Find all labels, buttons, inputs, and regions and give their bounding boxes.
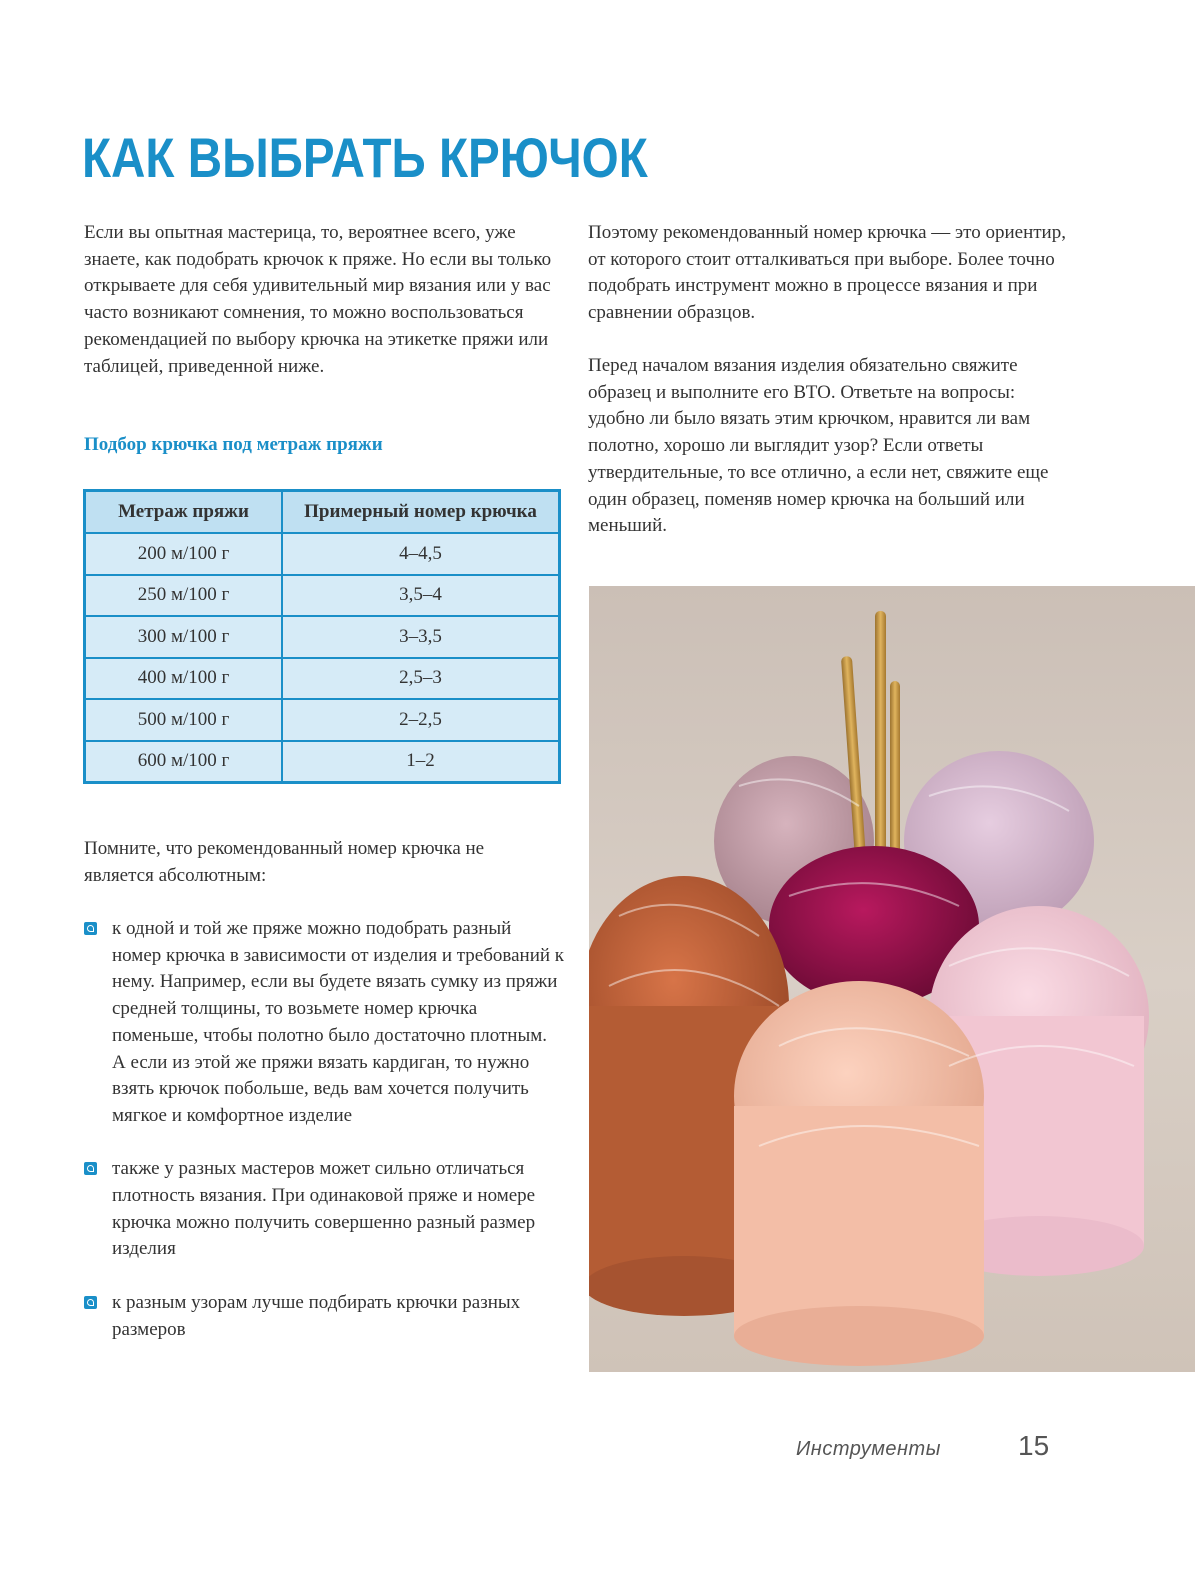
bullet-icon [84, 1296, 97, 1309]
note-paragraph: Помните, что рекомендованный номер крючка не является абсолютным: [84, 838, 485, 886]
column-header-yardage: Метраж пряжи [85, 491, 283, 534]
yardage-cell: 500 м/100 г [85, 699, 283, 741]
right-paragraph-2: Перед началом вязания изделия обязательно свяжите образец и выполните его ВТО. Ответьте на вопросы: удобно ли было вязать этим крючком, нравится ли вам полотно, хорошо ли выглядит узор? Если ответы утвердительные, то все отлично, а если нет, свяжите еще один образец, поменяв номер крючка на больший или меньший. [588, 355, 1049, 537]
hook-size-cell: 2–2,5 [282, 699, 560, 741]
yarn-photo [589, 586, 1195, 1372]
yardage-cell: 250 м/100 г [85, 575, 283, 617]
table-row [85, 616, 560, 658]
bullet-text: к одной и той же пряже можно подобрать разный номер крючка в зависимости от изделия и требований к нему. Например, если вы будете вязать сумку из пряжи средней толщины, то возьмете номер крючка поменьше, чтобы полотно было достаточно плотным. А если из этой же пряжи вязать кардиган, то нужно взять крючок побольше, ведь вам хочется получить мягкое и комфортное изделие [112, 918, 565, 1126]
table-row [85, 533, 560, 575]
right-paragraph-1: Поэтому рекомендованный номер крючка — это ориентир, от которого стоит отталкиваться при выборе. Более точно подобрать инструмент можно в процессе вязания и при сравнении образцов. [588, 222, 1066, 324]
intro-paragraph: Если вы опытная мастерица, то, вероятнее всего, уже знаете, как подобрать крючок к пряже. Но если вы только открываете для себя удивительный мир вязания или у вас часто возникают сомнения, то можно воспользоваться рекомендацией по выбору крючка на этикетке пряжи или таблицей, приведенной ниже. [84, 222, 552, 377]
yardage-cell: 200 м/100 г [85, 533, 283, 575]
hook-size-table [83, 489, 561, 784]
hook-size-cell: 3,5–4 [282, 575, 560, 617]
hook-size-cell: 3–3,5 [282, 616, 560, 658]
yardage-cell: 300 м/100 г [85, 616, 283, 658]
bullet-item [84, 1156, 564, 1263]
hook-size-cell: 2,5–3 [282, 658, 560, 700]
table-header-row [85, 491, 560, 534]
table-row [85, 658, 560, 700]
bullet-text: к разным узорам лучше подбирать крючки разных размеров [112, 1291, 521, 1340]
hook-size-cell: 1–2 [282, 741, 560, 783]
table-row [85, 741, 560, 783]
yardage-cell: 400 м/100 г [85, 658, 283, 700]
table-row [85, 699, 560, 741]
bullet-list [84, 916, 564, 1370]
bullet-icon [84, 1162, 97, 1175]
column-header-hook-size: Примерный номер крючка [282, 491, 560, 534]
bullet-item [84, 916, 564, 1130]
page-number: 15 [1018, 1430, 1050, 1461]
table-row [85, 575, 560, 617]
bullet-item [84, 1290, 564, 1343]
page-title: КАК ВЫБРАТЬ КРЮЧОК [82, 126, 648, 189]
bullet-text: также у разных мастеров может сильно отличаться плотность вязания. При одинаковой пряже и номере крючка можно получить совершенно разный размер изделия [112, 1158, 536, 1260]
hook-size-cell: 4–4,5 [282, 533, 560, 575]
bullet-icon [84, 922, 97, 935]
yardage-cell: 600 м/100 г [85, 741, 283, 783]
table-heading: Подбор крючка под метраж пряжи [84, 434, 383, 455]
footer-section-title: Инструменты [796, 1438, 941, 1460]
